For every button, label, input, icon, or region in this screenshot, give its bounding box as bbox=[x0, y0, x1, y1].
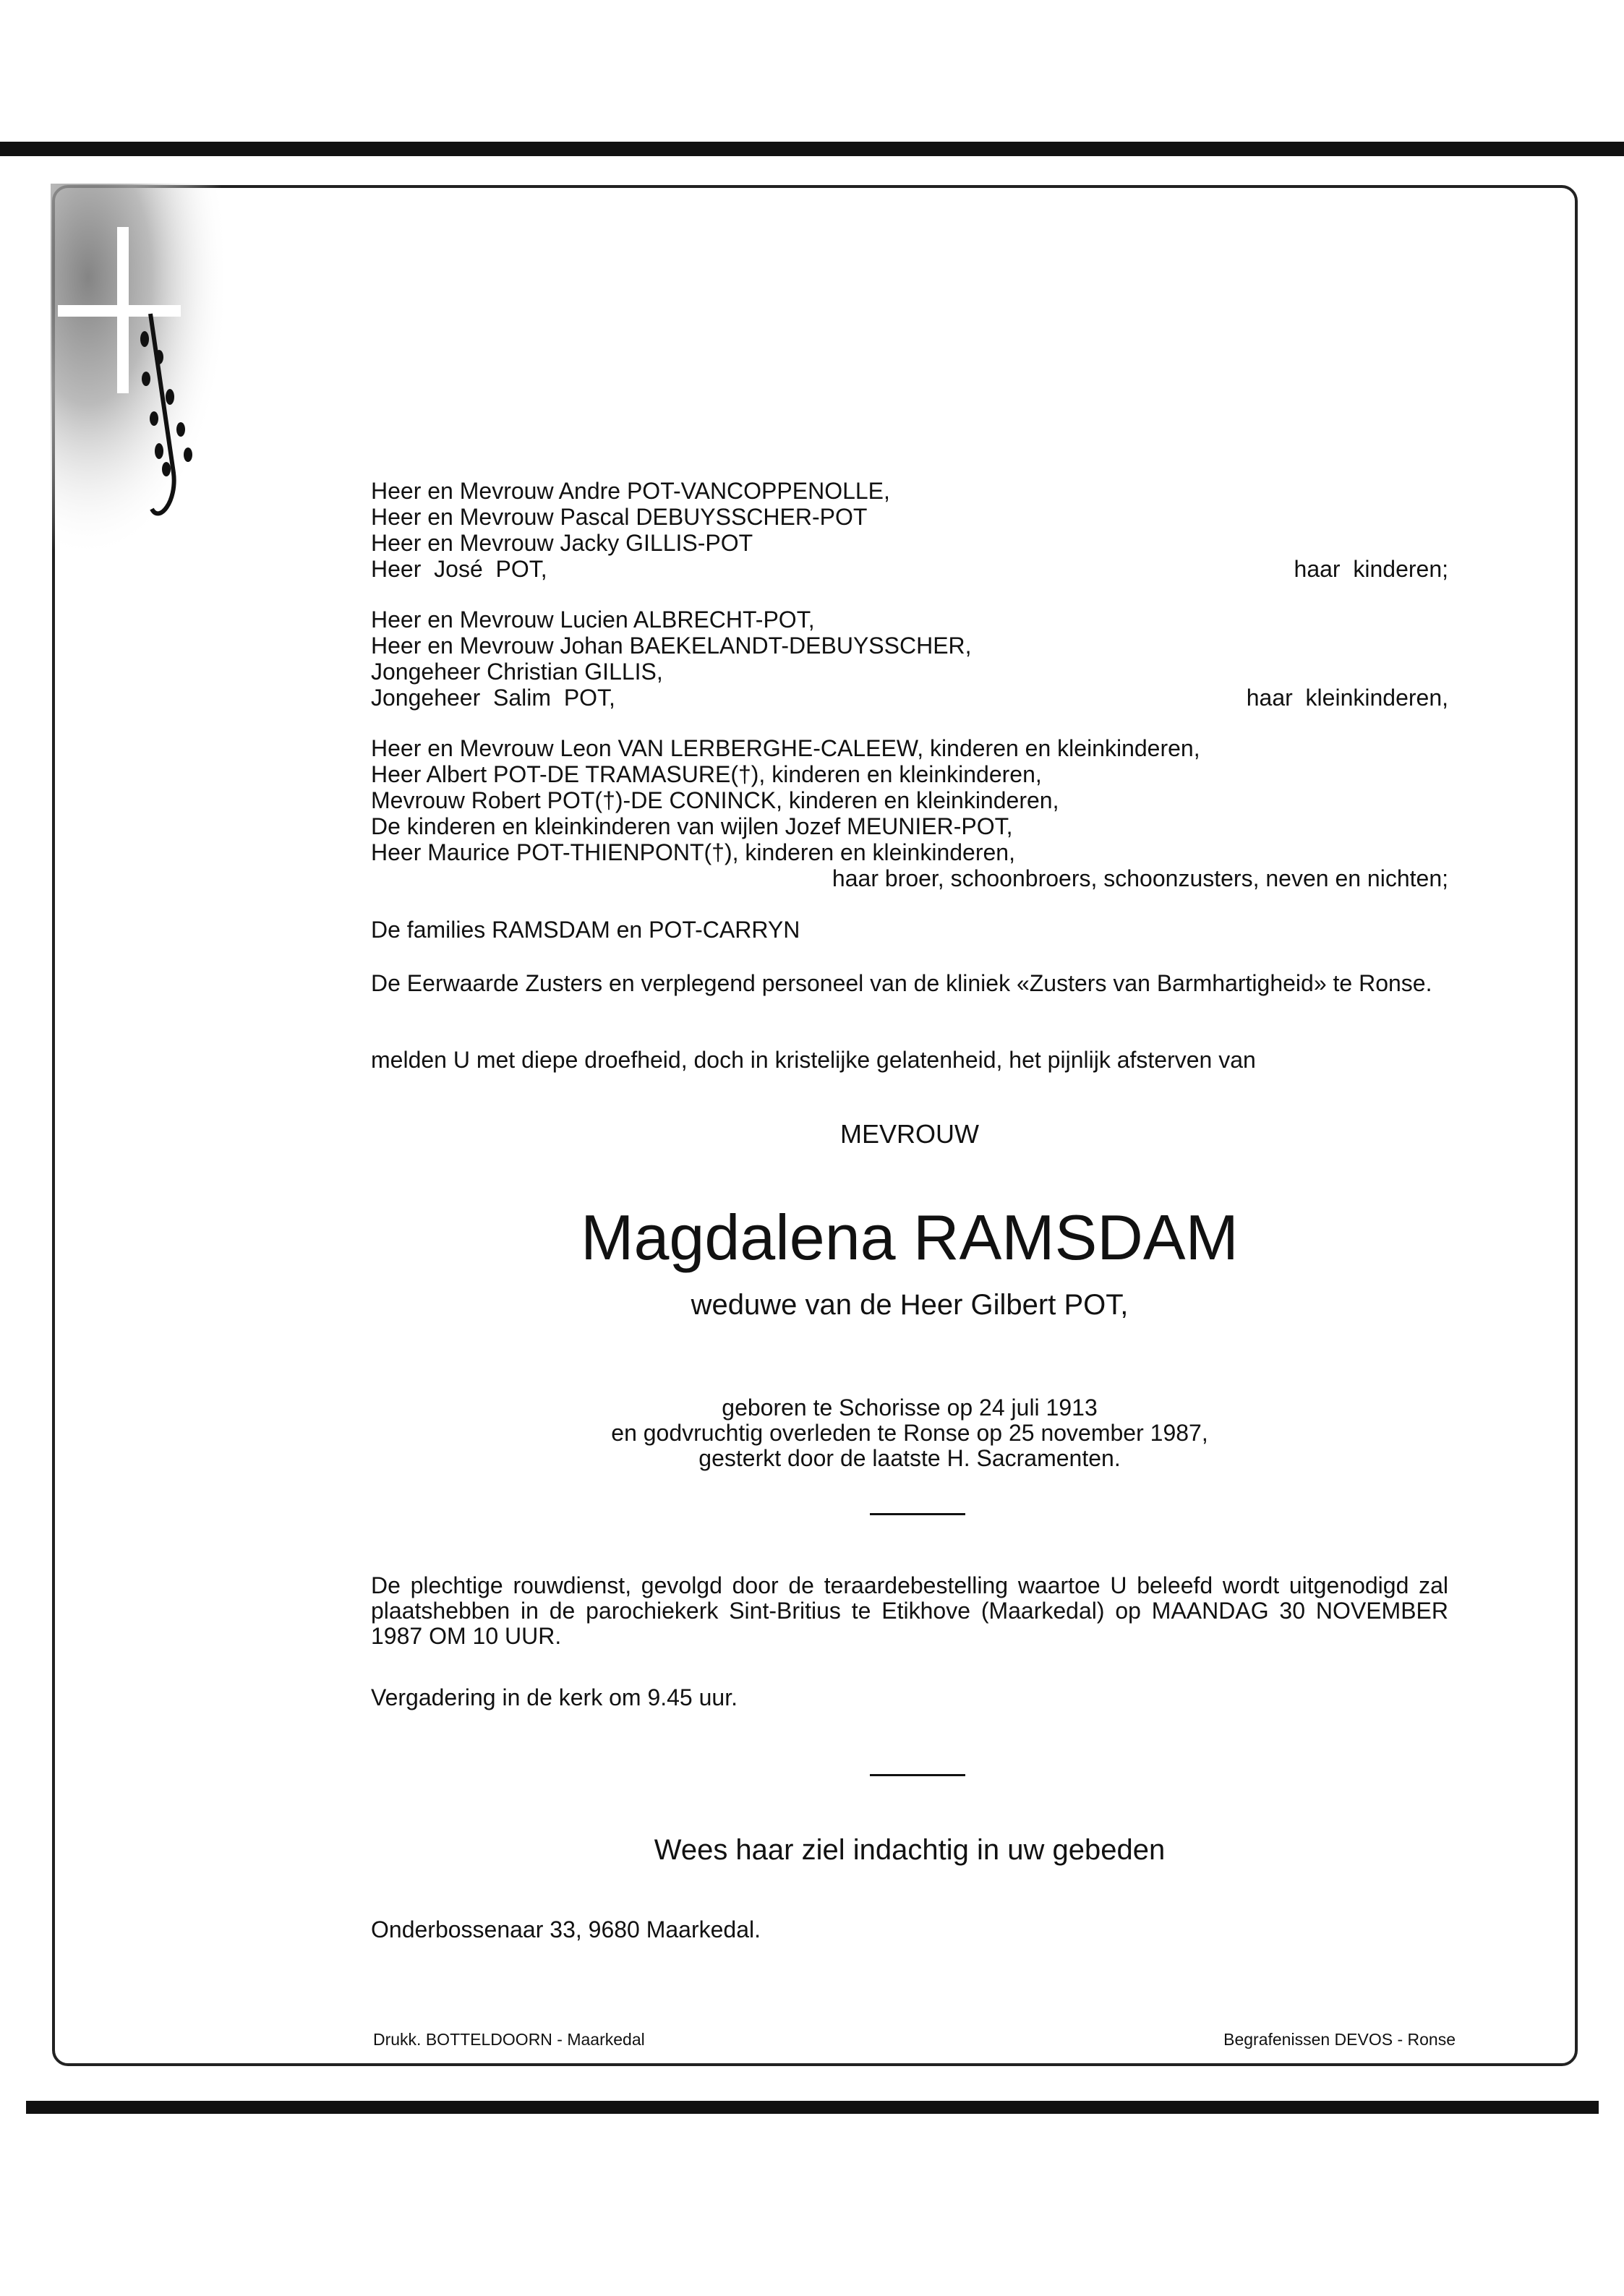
children-last-row bbox=[371, 556, 1448, 582]
birth-line: geboren te Schorisse op 24 juli 1913 bbox=[722, 1395, 1098, 1421]
grandchildren-block bbox=[371, 607, 1448, 711]
grandchildren-line: Jongeheer Salim POT, bbox=[371, 685, 615, 711]
children-line: Heer José POT, bbox=[371, 556, 547, 582]
children-line: Heer en Mevrouw Andre POT-VANCOPPENOLLE, bbox=[371, 478, 890, 504]
deceased-name: Magdalena RAMSDAM bbox=[581, 1201, 1239, 1273]
siblings-block bbox=[371, 735, 1448, 891]
bottom-rule bbox=[26, 2101, 1599, 2114]
funeral-home-credit: Begrafenissen DEVOS - Ronse bbox=[1223, 2030, 1456, 2049]
honorific: MEVROUW bbox=[840, 1119, 979, 1149]
announcement-line: melden U met diepe droefheid, doch in kristelijke gelatenheid, het pijnlijk afsterven van bbox=[371, 1047, 1256, 1073]
cross-branch-decoration bbox=[51, 184, 253, 560]
sisters-line: De Eerwaarde Zusters en verplegend personeel van de kliniek «Zusters van Barmhartigheid» te Ronse. bbox=[371, 970, 1432, 996]
printer-credit: Drukk. BOTTELDOORN - Maarkedal bbox=[373, 2030, 645, 2049]
grandchildren-line: Heer en Mevrouw Lucien ALBRECHT-POT, bbox=[371, 607, 815, 633]
siblings-line: Heer Albert POT-DE TRAMASURE(†), kinderen en kleinkinderen, bbox=[371, 761, 1042, 787]
life-dates-block bbox=[371, 1395, 1448, 1471]
siblings-line: Mevrouw Robert POT(†)-DE CONINCK, kinderen en kleinkinderen, bbox=[371, 787, 1059, 813]
children-block bbox=[371, 478, 1448, 582]
separator-line bbox=[870, 1774, 965, 1776]
address-line: Onderbossenaar 33, 9680 Maarkedal. bbox=[371, 1916, 761, 1942]
siblings-line: Heer Maurice POT-THIENPONT(†), kinderen en kleinkinderen, bbox=[371, 839, 1015, 865]
children-line: Heer en Mevrouw Pascal DEBUYSSCHER-POT bbox=[371, 504, 868, 530]
sacraments-line: gesterkt door de laatste H. Sacramenten. bbox=[698, 1445, 1121, 1471]
families-line: De families RAMSDAM en POT-CARRYN bbox=[371, 917, 800, 943]
siblings-line: De kinderen en kleinkinderen van wijlen Jozef MEUNIER-POT, bbox=[371, 813, 1013, 839]
cross-post bbox=[117, 227, 129, 393]
death-line: en godvruchtig overleden te Ronse op 25 november 1987, bbox=[611, 1420, 1208, 1446]
grandchildren-last-row bbox=[371, 685, 1448, 711]
service-paragraph: De plechtige rouwdienst, gevolgd door de teraardebestelling waartoe U beleefd wordt uitgenodigd zal plaatshebben in de parochiekerk Sint-Britius te Etikhove (Maarkedal) op MAANDAG 30 NOVEMBER 1987 OM 10 UUR. bbox=[371, 1572, 1448, 1649]
grandchildren-suffix: haar kleinkinderen, bbox=[1246, 685, 1448, 711]
siblings-line: Heer en Mevrouw Leon VAN LERBERGHE-CALEEW, kinderen en kleinkinderen, bbox=[371, 735, 1200, 761]
grandchildren-line: Heer en Mevrouw Johan BAEKELANDT-DEBUYSSCHER, bbox=[371, 633, 972, 659]
widow-of-line: weduwe van de Heer Gilbert POT, bbox=[691, 1289, 1129, 1321]
gathering-line: Vergadering in de kerk om 9.45 uur. bbox=[371, 1684, 738, 1710]
children-line: Heer en Mevrouw Jacky GILLIS-POT bbox=[371, 530, 753, 556]
top-rule bbox=[0, 142, 1624, 156]
separator-line bbox=[870, 1513, 965, 1515]
siblings-suffix: haar broer, schoonbroers, schoonzusters, neven en nichten; bbox=[832, 865, 1448, 891]
grandchildren-line: Jongeheer Christian GILLIS, bbox=[371, 659, 663, 685]
prayer-line: Wees haar ziel indachtig in uw gebeden bbox=[654, 1834, 1166, 1866]
children-suffix: haar kinderen; bbox=[1294, 556, 1448, 582]
